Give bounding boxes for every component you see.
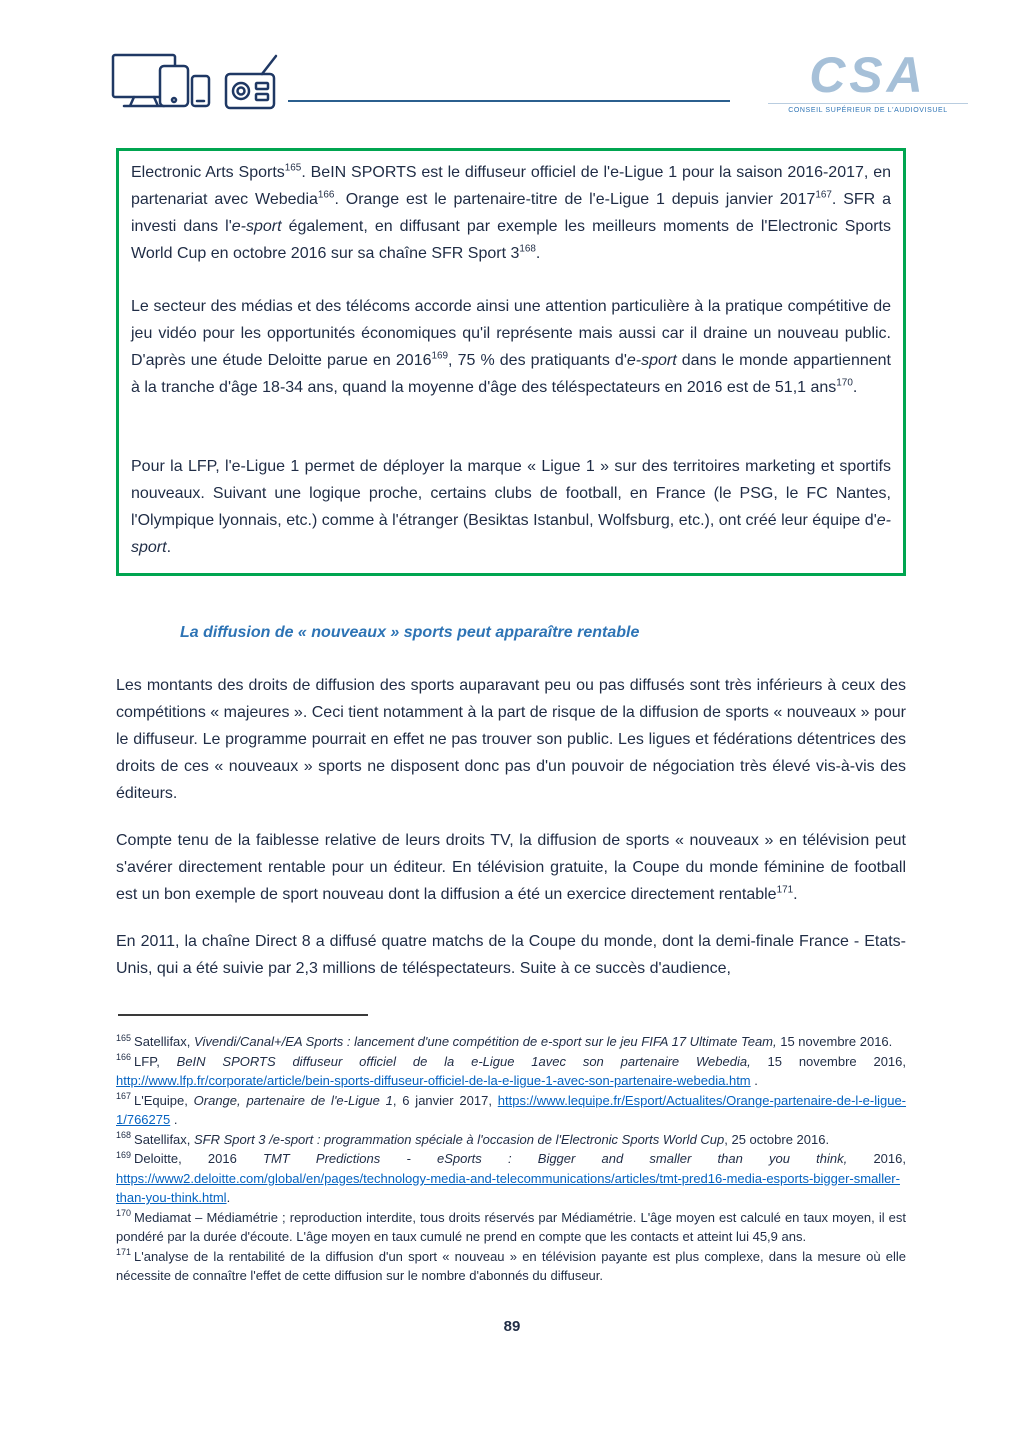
footnote-ref: 167 xyxy=(815,189,832,201)
footnote-number: 166 xyxy=(116,1052,132,1063)
footnote-separator xyxy=(118,1014,368,1016)
footnote-number: 170 xyxy=(116,1208,132,1219)
footnote-text xyxy=(116,1093,906,1128)
text-segment: Vivendi/Canal+/EA Sports : lancement d'une compétition de e-sport sur le jeu FIFA 17 Ultimate Team, xyxy=(194,1034,777,1049)
text-segment: . Orange est le partenaire-titre de l'e-Ligue 1 depuis janvier 2017 xyxy=(334,191,816,208)
header-divider xyxy=(288,100,730,102)
text-segment: e-sport xyxy=(231,218,282,235)
text-segment: , 6 janvier 2017, xyxy=(392,1092,498,1108)
text-segment: Electronic Arts Sports xyxy=(131,164,285,181)
text-segment: Satellifax, xyxy=(134,1131,195,1147)
text-segment: dans le monde appartiennent à la tranche d'âge 18-34 ans, quand la moyenne d'âge des téléspectateurs en 2016 est de 51,1 ans xyxy=(131,352,891,396)
footnote-ref: 169 xyxy=(431,350,449,362)
text-segment: également, en diffusant par exemple les meilleurs moments de l'Electronic Sports World Cup en octobre 2016 sur sa chaîne SFR Sport 3 xyxy=(131,218,892,262)
box-paragraph-3 xyxy=(131,453,891,561)
text-segment: Le secteur des médias et des télécoms accorde ainsi une attention particulière à la pratique compétitive de jeu vidéo pour les opportunités économiques qu'il représente mais aussi car il draine un nouveau public. D'après une étude Deloitte parue en 2016 xyxy=(131,298,891,369)
page-header xyxy=(0,0,1024,148)
text-segment: Les montants des droits de diffusion des sports auparavant peu ou pas diffusés sont très inférieurs à ceux des compétitions « majeures ». Ceci tient notamment à la part de risque de la diffusion de sports « nouveaux » pour le diffuseur. Le programme pourrait en effet ne pas trouver son public. Les ligues et fédérations détentrices des droits de ces « nouveaux » sports ne disposent donc pas d'un pouvoir de négociation très élevé vis-à-vis des éditeurs. xyxy=(116,677,906,802)
footnote-ref: 171 xyxy=(776,884,794,896)
footnote-ref: 165 xyxy=(284,162,302,174)
csa-logo xyxy=(768,47,968,114)
page-number: 89 xyxy=(503,1318,521,1335)
text-segment: . SFR a investi dans l' xyxy=(131,191,892,235)
text-segment: e-sport xyxy=(626,352,677,369)
footnote-text xyxy=(134,1034,892,1049)
footnote xyxy=(116,1149,906,1208)
text-segment: . xyxy=(852,379,858,396)
csa-logo-subtitle: CONSEIL SUPÉRIEUR DE L'AUDIOVISUEL xyxy=(768,103,968,114)
footnotes-section xyxy=(116,1032,906,1286)
footnote xyxy=(116,1052,906,1091)
text-segment: . xyxy=(750,1073,758,1088)
footnote xyxy=(116,1130,906,1150)
footnote xyxy=(116,1208,906,1247)
highlight-box xyxy=(116,148,906,576)
text-segment: Satellifax, xyxy=(134,1034,195,1049)
text-segment: e-sport xyxy=(131,512,891,556)
text-segment: L'Equipe, xyxy=(134,1092,194,1108)
text-segment: En 2011, la chaîne Direct 8 a diffusé quatre matchs de la Coupe du monde, dont la demi-finale France - Etats-Unis, qui a été suivie par 2,3 millions de téléspectateurs. Suite à ce succès d'audience, xyxy=(116,933,906,977)
footnote-number: 171 xyxy=(116,1247,132,1258)
text-segment: Deloitte, 2016 xyxy=(134,1151,264,1166)
box-paragraph-1 xyxy=(131,159,891,267)
footnote-text xyxy=(116,1151,906,1205)
hyperlink[interactable]: http://www.lfp.fr/corporate/article/bein-sports-diffuseur-officiel-de-la-e-ligue-1-avec-son-partenaire-webedia.htm xyxy=(116,1073,751,1088)
footnote-ref: 168 xyxy=(519,243,536,255)
footnote-text xyxy=(116,1210,906,1245)
footnote-number: 169 xyxy=(116,1149,132,1160)
text-segment: . BeIN SPORTS est le diffuseur officiel de l'e-Ligue 1 pour la saison 2016-2017, en partenariat avec Webedia xyxy=(131,164,891,208)
box-paragraph-2 xyxy=(131,293,891,401)
body-paragraph-3 xyxy=(116,928,906,982)
text-segment: . xyxy=(793,886,798,903)
text-segment: BeIN SPORTS diffuseur officiel de la e-Ligue 1avec son partenaire Webedia, xyxy=(176,1053,751,1069)
hyperlink[interactable]: https://www.lequipe.fr/Esport/Actualites/Orange-partenaire-de-l-e-ligue-1/766275 xyxy=(116,1092,907,1127)
footnote-number: 168 xyxy=(116,1130,132,1141)
text-segment: L'analyse de la rentabilité de la diffusion d'un sport « nouveau » en télévision payante est plus complexe, dans la mesure où elle nécessite de connaître l'effet de cette diffusion sur le nombre d'abonnés du diffuseur. xyxy=(116,1248,906,1283)
text-segment: . xyxy=(226,1190,231,1205)
text-segment: Pour la LFP, l'e-Ligue 1 permet de déployer la marque « Ligue 1 » sur des territoires marketing et sportifs nouveaux. Suivant une logique proche, certains clubs de football, en France (le PSG, le FC Nantes, l'Olympique lyonnais, etc.) comme à l'étranger (Besiktas Istanbul, Wolfsburg, etc.), ont créé leur équipe d' xyxy=(131,458,891,529)
footnote-text xyxy=(134,1132,829,1147)
text-segment: 15 novembre 2016. xyxy=(776,1034,893,1049)
text-segment: TMT Predictions - eSports : Bigger and smaller than you think, xyxy=(263,1151,848,1166)
text-segment: Orange, partenaire de l'e-Ligue 1 xyxy=(193,1092,393,1108)
section-heading: La diffusion de « nouveaux » sports peut apparaître rentable xyxy=(180,624,640,641)
footnote-number: 167 xyxy=(116,1091,132,1102)
text-segment: 2016, xyxy=(847,1151,906,1166)
text-segment: , 75 % des pratiquants d' xyxy=(448,352,627,369)
csa-logo-text: CSA xyxy=(809,47,927,103)
text-segment: LFP, xyxy=(134,1053,177,1069)
text-segment: 15 novembre 2016, xyxy=(750,1053,907,1069)
media-devices-icon xyxy=(110,50,280,133)
footnote-ref: 166 xyxy=(317,189,335,201)
footnote-ref: 170 xyxy=(836,377,853,389)
footnote xyxy=(116,1091,906,1130)
text-segment: . xyxy=(166,539,172,556)
footnote-text xyxy=(116,1054,906,1089)
footnote-number: 165 xyxy=(116,1032,132,1043)
text-segment: Mediamat – Médiamétrie ; reproduction interdite, tous droits réservés par Médiamétrie. L'âge moyen est calculé en taux moyen, il est pondéré par la durée d'écoute. L'âge moyen en taux cumulé ne prend en compte que les contacts et atteint lui 45,9 ans. xyxy=(116,1209,906,1244)
text-segment: . xyxy=(170,1112,178,1127)
footnote xyxy=(116,1247,906,1286)
footnote xyxy=(116,1032,906,1052)
page-content xyxy=(116,148,906,1286)
hyperlink[interactable]: https://www2.deloitte.com/global/en/pages/technology-media-and-telecommunications/articles/tmt-pred16-media-esports-bigger-smaller-than-you-think.html xyxy=(116,1170,900,1205)
body-paragraph-2 xyxy=(116,827,906,908)
text-segment: , 25 octobre 2016. xyxy=(724,1131,830,1147)
body-paragraph-1 xyxy=(116,672,906,807)
footnote-text xyxy=(116,1249,906,1284)
text-segment: Compte tenu de la faiblesse relative de leurs droits TV, la diffusion de sports « nouveaux » en télévision peut s'avérer directement rentable pour un éditeur. En télévision gratuite, la Coupe du monde féminine de football est un bon exemple de sport nouveau dont la diffusion a été un exercice directement rentable xyxy=(116,832,906,903)
text-segment: SFR Sport 3 /e-sport : programmation spéciale à l'occasion de l'Electronic Sports World Cup xyxy=(194,1131,725,1147)
text-segment: . xyxy=(535,245,541,262)
